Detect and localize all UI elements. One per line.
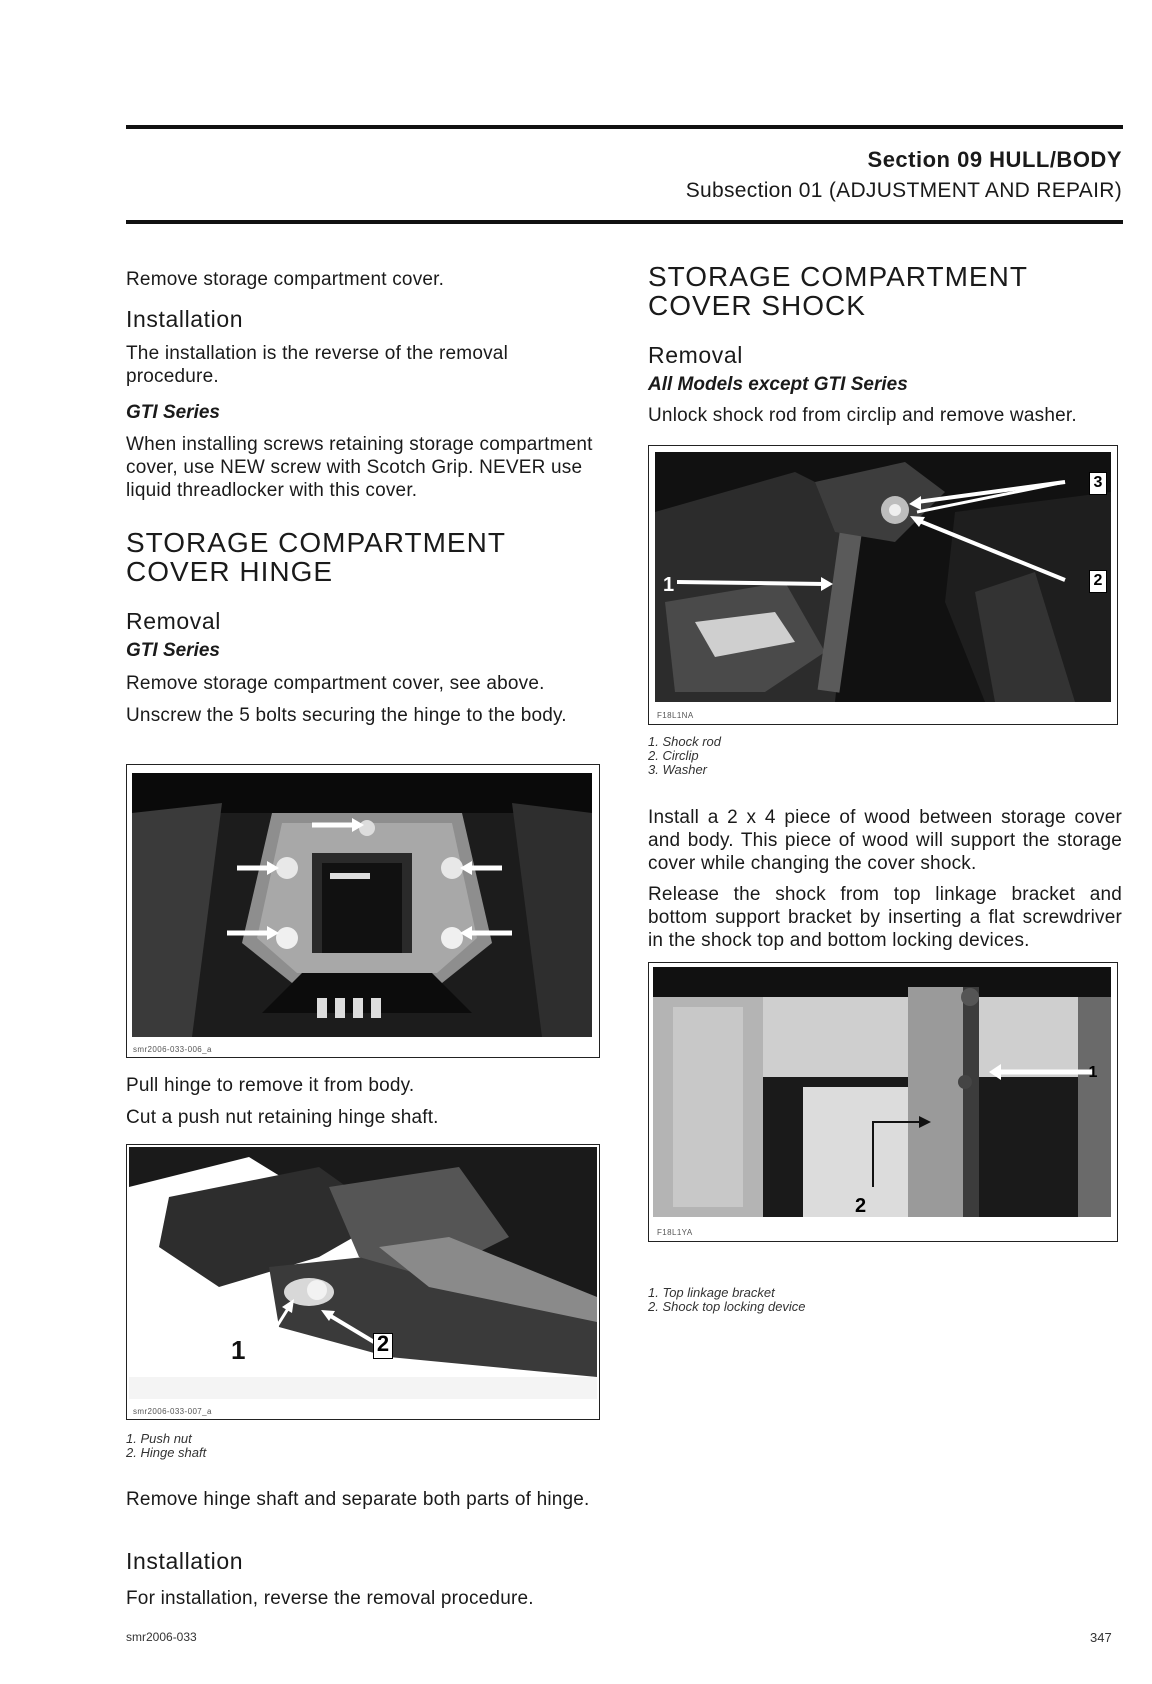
paragraph-install-wood: Install a 2 x 4 piece of wood between storage cover and body. This piece of wood will support the storage cover while changing the cover shock. xyxy=(648,807,1122,874)
caption-push-nut: 1. Push nut xyxy=(126,1431,192,1446)
callout-2-circlip: 2 xyxy=(1089,570,1107,593)
heading-removal-shock: Removal xyxy=(648,342,743,368)
heading-cover-shock xyxy=(648,262,1028,320)
paragraph-unlock-shock: Unlock shock rod from circlip and remove washer. xyxy=(648,405,1077,426)
paragraph-remove-hinge-shaft: Remove hinge shaft and separate both parts of hinge. xyxy=(126,1489,590,1510)
callout-3-washer: 3 xyxy=(1089,472,1107,495)
callout-1-shock-rod: 1 xyxy=(663,574,675,596)
figure-top-linkage xyxy=(648,962,1118,1242)
figure-code-top-linkage: F18L1YA xyxy=(657,1228,693,1237)
caption-top-linkage-bracket: 1. Top linkage bracket xyxy=(648,1285,775,1300)
caption-top-linkage xyxy=(648,1286,806,1314)
callout-1-top-linkage: 1 xyxy=(1088,1064,1098,1081)
photo-hinge-bolts xyxy=(132,773,592,1037)
heading-installation: Installation xyxy=(126,306,244,332)
heading-gti-series-2: GTI Series xyxy=(126,640,220,661)
subsection-title: Subsection 01 (ADJUSTMENT AND REPAIR) xyxy=(685,179,1122,202)
heading-cover-hinge-line2: COVER HINGE xyxy=(126,556,334,587)
caption-hinge-shaft-item: 2. Hinge shaft xyxy=(126,1445,207,1460)
caption-circlip: 2. Circlip xyxy=(648,748,699,763)
figure-shock-rod xyxy=(648,445,1118,725)
paragraph-installation-2: For installation, reverse the removal procedure. xyxy=(126,1588,534,1609)
heading-cover-shock-line2: COVER SHOCK xyxy=(648,290,866,321)
paragraph-cut-push-nut: Cut a push nut retaining hinge shaft. xyxy=(126,1107,439,1128)
footer-code: smr2006-033 xyxy=(126,1630,197,1644)
photo-shock-rod xyxy=(655,452,1111,702)
heading-cover-hinge xyxy=(126,528,506,586)
paragraph-remove-cover: Remove storage compartment cover. xyxy=(126,269,445,290)
figure-hinge-bolts xyxy=(126,764,600,1058)
paragraph-pull-hinge: Pull hinge to remove it from body. xyxy=(126,1075,415,1096)
callout-1-push-nut: 1 xyxy=(231,1335,246,1365)
paragraph-installation: The installation is the reverse of the removal procedure. xyxy=(126,343,508,387)
hinge-photo-graphic xyxy=(132,773,592,1037)
paragraph-release-shock: Release the shock from top linkage bracket and bottom support bracket by inserting a flat screwdriver in the shock top and bottom locking devices. xyxy=(648,884,1122,951)
hinge-shaft-photo-graphic xyxy=(129,1147,597,1399)
paragraph-unscrew-bolts: Unscrew the 5 bolts securing the hinge to the body. xyxy=(126,705,567,726)
top-rule xyxy=(126,125,1123,129)
callout-2-hinge-shaft: 2 xyxy=(373,1333,393,1359)
top-linkage-photo-graphic xyxy=(653,967,1111,1217)
footer-page-number: 347 xyxy=(1090,1630,1112,1645)
heading-gti-series: GTI Series xyxy=(126,402,220,423)
header-rule xyxy=(126,220,1123,224)
figure-code-hinge-bolts: smr2006-033-006_a xyxy=(133,1045,212,1054)
heading-cover-hinge-line1: STORAGE COMPARTMENT xyxy=(126,527,506,558)
caption-shock-top-locking: 2. Shock top locking device xyxy=(648,1299,806,1314)
figure-code-shock-rod: F18L1NA xyxy=(657,711,694,720)
paragraph-remove-cover-see-above: Remove storage compartment cover, see above. xyxy=(126,673,545,694)
shock-rod-photo-graphic xyxy=(655,452,1111,702)
section-title: Section 09 HULL/BODY xyxy=(867,147,1122,172)
caption-shock-rod-item: 1. Shock rod xyxy=(648,734,721,749)
caption-washer: 3. Washer xyxy=(648,762,708,777)
heading-installation-2: Installation xyxy=(126,1548,244,1574)
callout-2-locking-device: 2 xyxy=(855,1195,867,1217)
figure-code-hinge-shaft: smr2006-033-007_a xyxy=(133,1407,212,1416)
caption-shock-rod xyxy=(648,735,721,777)
heading-all-models: All Models except GTI Series xyxy=(648,374,908,395)
figure-hinge-shaft xyxy=(126,1144,600,1420)
caption-hinge-shaft xyxy=(126,1432,206,1460)
photo-hinge-shaft xyxy=(129,1147,597,1399)
paragraph-gti-screws: When installing screws retaining storage compartment cover, use NEW screw with Scotch Grip. NEVER use liquid threadlocker with this cover. xyxy=(126,434,593,501)
photo-top-linkage xyxy=(653,967,1111,1217)
heading-removal: Removal xyxy=(126,608,221,634)
heading-cover-shock-line1: STORAGE COMPARTMENT xyxy=(648,261,1028,292)
